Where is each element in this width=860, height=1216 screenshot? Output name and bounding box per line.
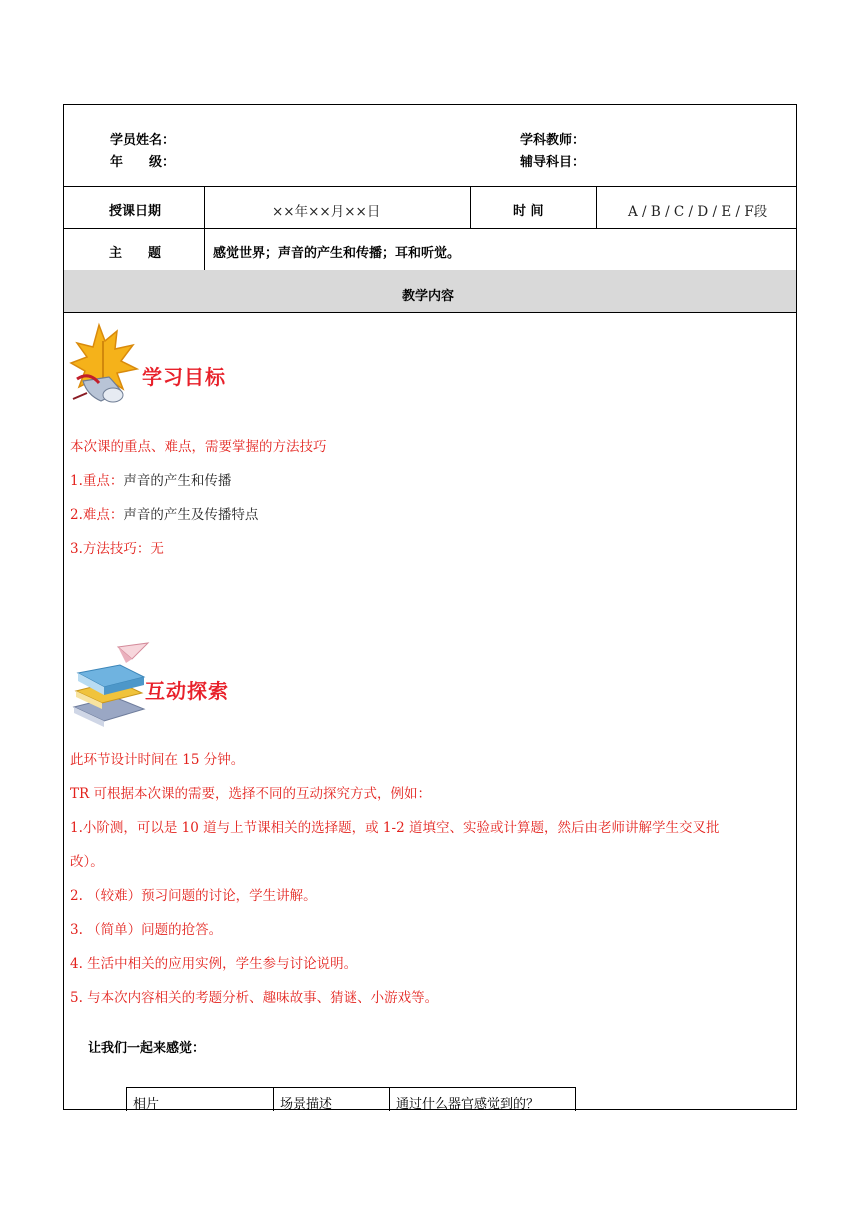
date-value: ××年××月××日 (272, 204, 381, 220)
grade-label: 年 级： (110, 155, 176, 170)
content-header: 教学内容 (402, 289, 455, 304)
feel-table-header: 场景描述 (274, 1088, 390, 1111)
date-label: 授课日期 (109, 204, 162, 219)
goals-intro: 本次课的重点、难点，需要掌握的方法技巧 (70, 439, 327, 455)
learning-goals-title: 学习目标 (142, 365, 226, 389)
interactive-line: 5. 与本次内容相关的考题分析、趣味故事、猜谜、小游戏等。 (70, 990, 439, 1006)
goal-prefix: 2.难点： (70, 507, 124, 523)
feel-table (126, 1087, 576, 1111)
divider (596, 186, 597, 228)
interactive-line: 4. 生活中相关的应用实例，学生参与讨论说明。 (70, 956, 358, 972)
divider (64, 312, 796, 313)
time-value: A / B / C / D / E / F段 (628, 204, 768, 220)
feel-prompt: 让我们一起来感觉： (88, 1041, 206, 1056)
time-label: 时 间 (513, 204, 544, 219)
goal-prefix: 3.方法技巧：无 (70, 541, 164, 557)
feel-table-header: 相片 (127, 1088, 274, 1111)
feel-table-header: 通过什么器官感觉到的？ (396, 1097, 540, 1112)
interactive-line: 2. （较难）预习问题的讨论，学生讲解。 (70, 888, 317, 904)
student-name-label: 学员姓名： (110, 133, 176, 148)
subject-label: 辅导科目： (520, 155, 586, 170)
topic-value: 感觉世界；声音的产生和传播；耳和听觉。 (213, 246, 461, 261)
goal-item (70, 469, 231, 489)
interactive-line: TR 可根据本次课的需要，选择不同的互动探究方式，例如： (70, 786, 431, 802)
interactive-line: 1.小阶测，可以是 10 道与上节课相关的选择题，或 1-2 道填空、实验或计算题，然后由老师讲解学生交叉批 (70, 820, 720, 836)
books-icon (70, 641, 150, 727)
interactive-line: 3. （简单）问题的抢答。 (70, 922, 223, 938)
goal-text: 声音的产生和传播 (123, 473, 232, 489)
divider (64, 186, 796, 187)
interactive-title: 互动探索 (145, 679, 229, 703)
divider (470, 186, 471, 228)
teacher-label: 学科教师： (520, 133, 586, 148)
goal-text: 声音的产生及传播特点 (123, 507, 259, 523)
topic-label: 主 题 (109, 246, 162, 261)
lesson-plan-table (63, 104, 797, 1110)
interactive-line: 改）。 (70, 854, 104, 870)
divider (64, 228, 796, 229)
goal-item (70, 537, 164, 557)
maple-leaf-bell-icon (69, 321, 141, 413)
goal-item (70, 503, 258, 523)
interactive-line: 此环节设计时间在 15 分钟。 (70, 752, 245, 768)
goal-prefix: 1.重点： (70, 473, 124, 489)
